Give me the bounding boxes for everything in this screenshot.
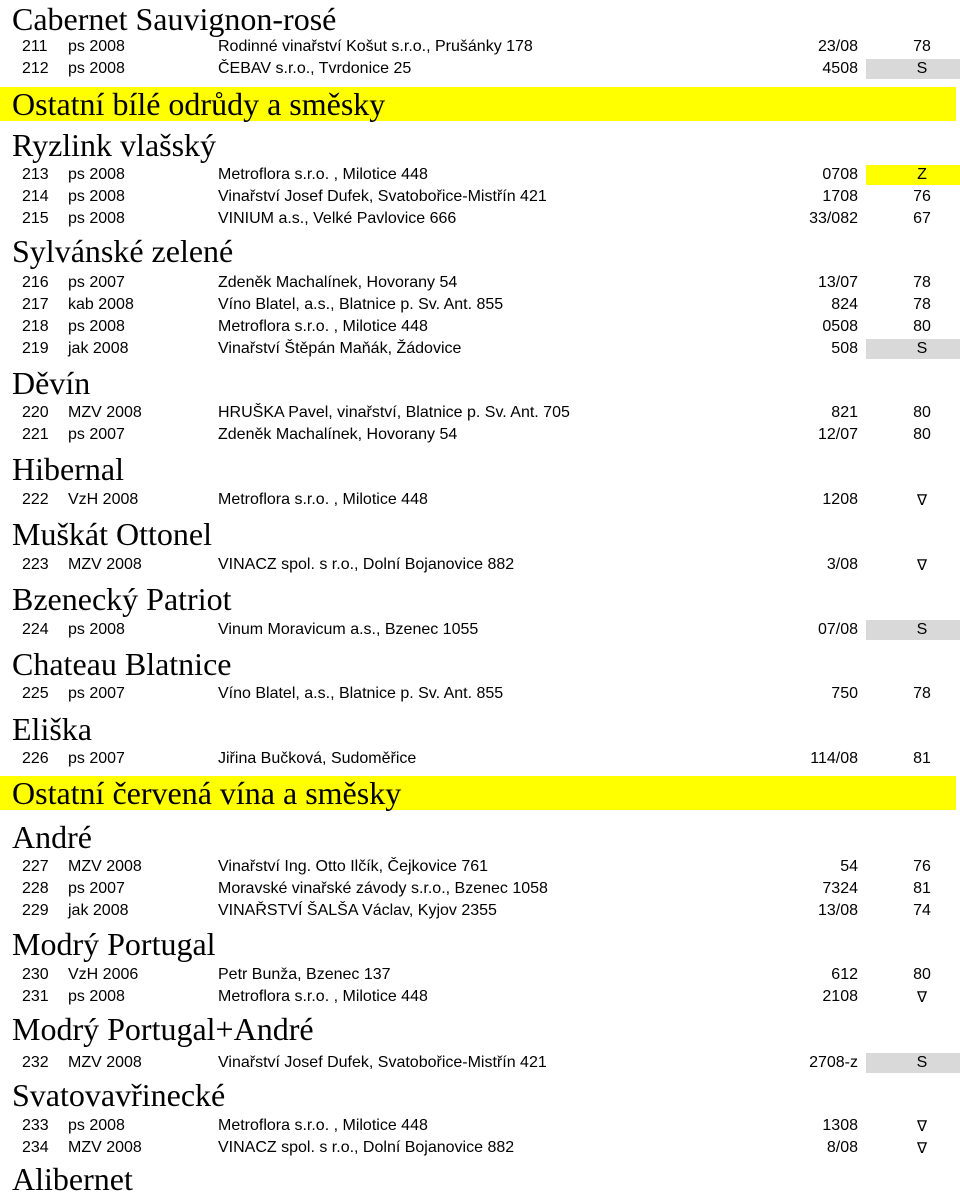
wine-entry-row bbox=[0, 749, 960, 769]
sample-code: 2108 bbox=[822, 988, 858, 1005]
variety-heading: Alibernet bbox=[12, 1161, 133, 1197]
producer-name: Moravské vinařské závody s.r.o., Bzenec 1058 bbox=[218, 880, 548, 897]
variety-heading: Muškát Ottonel bbox=[12, 516, 212, 552]
wine-class-vintage: jak 2008 bbox=[68, 902, 129, 919]
producer-name: Vinařství Ing. Otto Ilčík, Čejkovice 761 bbox=[218, 858, 489, 875]
wine-class-vintage: ps 2008 bbox=[68, 318, 125, 335]
wine-class-vintage: MZV 2008 bbox=[68, 1139, 142, 1156]
entry-number: 220 bbox=[22, 404, 49, 421]
entry-number: 228 bbox=[22, 880, 49, 897]
wine-entry-row bbox=[0, 425, 960, 445]
category-heading: Ostatní bílé odrůdy a směsky bbox=[0, 87, 956, 121]
sample-code: 13/07 bbox=[817, 274, 858, 291]
variety-heading: Děvín bbox=[12, 365, 91, 401]
producer-name: VINAŘSTVÍ ŠALŠA Václav, Kyjov 2355 bbox=[218, 902, 497, 919]
wine-entry-row bbox=[0, 987, 960, 1007]
wine-class-vintage: ps 2008 bbox=[68, 166, 125, 183]
producer-name: Petr Bunža, Bzenec 137 bbox=[218, 966, 391, 983]
score-value: S bbox=[866, 1053, 960, 1073]
variety-heading: Bzenecký Patriot bbox=[12, 581, 232, 617]
entry-number: 231 bbox=[22, 988, 49, 1005]
wine-entry-row bbox=[0, 165, 960, 185]
sample-code: 0708 bbox=[822, 166, 858, 183]
entry-number: 213 bbox=[22, 166, 49, 183]
score-value: 80 bbox=[913, 426, 931, 443]
entry-number: 217 bbox=[22, 296, 49, 313]
score-value: 78 bbox=[913, 685, 931, 702]
wine-class-vintage: ps 2008 bbox=[68, 988, 125, 1005]
wine-entry-row bbox=[0, 555, 960, 575]
entry-number: 229 bbox=[22, 902, 49, 919]
entry-number: 219 bbox=[22, 340, 49, 357]
wine-class-vintage: MZV 2008 bbox=[68, 404, 142, 421]
wine-entry-row bbox=[0, 403, 960, 423]
wine-class-vintage: ps 2008 bbox=[68, 621, 125, 638]
producer-name: HRUŠKA Pavel, vinařství, Blatnice p. Sv. Ant. 705 bbox=[218, 404, 570, 421]
sample-code: 1308 bbox=[822, 1117, 858, 1134]
producer-name: VINACZ spol. s r.o., Dolní Bojanovice 882 bbox=[218, 556, 515, 573]
wine-entry-row bbox=[0, 273, 960, 293]
sample-code: 12/07 bbox=[817, 426, 858, 443]
entry-number: 233 bbox=[22, 1117, 49, 1134]
wine-entry-row bbox=[0, 965, 960, 985]
wine-entry-row bbox=[0, 620, 960, 640]
entry-number: 224 bbox=[22, 621, 49, 638]
entry-number: 225 bbox=[22, 685, 49, 702]
score-value: S bbox=[866, 620, 960, 640]
wine-class-vintage: ps 2007 bbox=[68, 685, 125, 702]
variety-heading: Svatovavřinecké bbox=[12, 1077, 226, 1113]
sample-code: 612 bbox=[831, 966, 858, 983]
sample-code: 33/082 bbox=[809, 210, 858, 227]
wine-entry-row bbox=[0, 1053, 960, 1073]
wine-entry-row bbox=[0, 295, 960, 315]
score-value: 81 bbox=[913, 750, 931, 767]
score-value: 80 bbox=[913, 318, 931, 335]
score-value: 76 bbox=[913, 858, 931, 875]
sample-code: 0508 bbox=[822, 318, 858, 335]
entry-number: 227 bbox=[22, 858, 49, 875]
sample-code: 750 bbox=[831, 685, 858, 702]
score-value: 78 bbox=[913, 38, 931, 55]
sample-code: 07/08 bbox=[817, 621, 858, 638]
wine-class-vintage: MZV 2008 bbox=[68, 858, 142, 875]
producer-name: Víno Blatel, a.s., Blatnice p. Sv. Ant. 855 bbox=[218, 296, 504, 313]
wine-class-vintage: ps 2008 bbox=[68, 188, 125, 205]
sample-code: 54 bbox=[840, 858, 858, 875]
wine-entry-row bbox=[0, 37, 960, 57]
triangle-mark-icon: ∇ bbox=[916, 988, 928, 1006]
variety-heading: Cabernet Sauvignon-rosé bbox=[12, 1, 337, 37]
wine-class-vintage: MZV 2008 bbox=[68, 1054, 142, 1071]
wine-entry-row bbox=[0, 1116, 960, 1136]
producer-name: VINIUM a.s., Velké Pavlovice 666 bbox=[218, 210, 457, 227]
triangle-mark-icon: ∇ bbox=[916, 1117, 928, 1135]
sample-code: 821 bbox=[831, 404, 858, 421]
entry-number: 212 bbox=[22, 60, 49, 77]
wine-class-vintage: ps 2008 bbox=[68, 38, 125, 55]
entry-number: 218 bbox=[22, 318, 49, 335]
triangle-mark-icon: ∇ bbox=[916, 1139, 928, 1157]
wine-entry-row bbox=[0, 317, 960, 337]
sample-code: 114/08 bbox=[810, 750, 858, 767]
triangle-mark-icon: ∇ bbox=[916, 556, 928, 574]
producer-name: Vinařství Josef Dufek, Svatobořice-Mistřín 421 bbox=[218, 188, 547, 205]
sample-code: 7324 bbox=[822, 880, 858, 897]
variety-heading: Eliška bbox=[12, 711, 92, 747]
entry-number: 232 bbox=[22, 1054, 49, 1071]
wine-entry-row bbox=[0, 339, 960, 359]
wine-class-vintage: jak 2008 bbox=[68, 340, 129, 357]
variety-heading: Sylvánské zelené bbox=[12, 233, 234, 269]
sample-code: 13/08 bbox=[817, 902, 858, 919]
score-value: Z bbox=[866, 165, 960, 185]
score-value: 74 bbox=[913, 902, 931, 919]
wine-class-vintage: ps 2007 bbox=[68, 426, 125, 443]
entry-number: 226 bbox=[22, 750, 49, 767]
score-value: 80 bbox=[913, 966, 931, 983]
score-value: 67 bbox=[913, 210, 931, 227]
producer-name: Metroflora s.r.o. , Milotice 448 bbox=[218, 166, 428, 183]
wine-entry-row bbox=[0, 684, 960, 704]
entry-number: 222 bbox=[22, 491, 49, 508]
producer-name: Jiřina Bučková, Sudoměřice bbox=[218, 750, 417, 767]
score-value: S bbox=[866, 339, 960, 359]
wine-class-vintage: VzH 2008 bbox=[68, 491, 139, 508]
wine-class-vintage: ps 2008 bbox=[68, 1117, 125, 1134]
wine-entry-row bbox=[0, 490, 960, 510]
score-value: 78 bbox=[913, 274, 931, 291]
producer-name: Metroflora s.r.o. , Milotice 448 bbox=[218, 1117, 428, 1134]
producer-name: Metroflora s.r.o. , Milotice 448 bbox=[218, 491, 428, 508]
wine-entry-row bbox=[0, 209, 960, 229]
entry-number: 234 bbox=[22, 1139, 49, 1156]
producer-name: Metroflora s.r.o. , Milotice 448 bbox=[218, 318, 428, 335]
triangle-mark-icon: ∇ bbox=[916, 491, 928, 509]
producer-name: Vinařství Štěpán Maňák, Žádovice bbox=[218, 340, 462, 357]
entry-number: 230 bbox=[22, 966, 49, 983]
variety-heading: Ryzlink vlašský bbox=[12, 127, 217, 163]
producer-name: VINACZ spol. s r.o., Dolní Bojanovice 882 bbox=[218, 1139, 515, 1156]
entry-number: 223 bbox=[22, 556, 49, 573]
wine-class-vintage: VzH 2006 bbox=[68, 966, 139, 983]
sample-code: 23/08 bbox=[817, 38, 858, 55]
producer-name: ČEBAV s.r.o., Tvrdonice 25 bbox=[218, 60, 412, 77]
variety-heading: Chateau Blatnice bbox=[12, 646, 232, 682]
wine-class-vintage: kab 2008 bbox=[68, 296, 134, 313]
score-value: 81 bbox=[913, 880, 931, 897]
entry-number: 221 bbox=[22, 426, 49, 443]
variety-heading: André bbox=[12, 819, 92, 855]
entry-number: 214 bbox=[22, 188, 49, 205]
entry-number: 211 bbox=[22, 38, 48, 55]
variety-heading: Modrý Portugal bbox=[12, 926, 216, 962]
wine-entry-row bbox=[0, 857, 960, 877]
sample-code: 1708 bbox=[822, 188, 858, 205]
score-value: 78 bbox=[913, 296, 931, 313]
entry-number: 215 bbox=[22, 210, 49, 227]
score-value: 76 bbox=[913, 188, 931, 205]
sample-code: 8/08 bbox=[826, 1139, 858, 1156]
wine-class-vintage: ps 2007 bbox=[68, 880, 125, 897]
sample-code: 3/08 bbox=[826, 556, 858, 573]
sample-code: 2708-z bbox=[809, 1054, 858, 1071]
producer-name: Metroflora s.r.o. , Milotice 448 bbox=[218, 988, 428, 1005]
producer-name: Vinařství Josef Dufek, Svatobořice-Mistřín 421 bbox=[218, 1054, 547, 1071]
sample-code: 1208 bbox=[822, 491, 858, 508]
sample-code: 824 bbox=[831, 296, 858, 313]
wine-class-vintage: ps 2007 bbox=[68, 274, 125, 291]
wine-entry-row bbox=[0, 59, 960, 79]
variety-heading: Hibernal bbox=[12, 451, 124, 487]
producer-name: Zdeněk Machalínek, Hovorany 54 bbox=[218, 426, 458, 443]
entry-number: 216 bbox=[22, 274, 49, 291]
wine-class-vintage: MZV 2008 bbox=[68, 556, 142, 573]
wine-entry-row bbox=[0, 187, 960, 207]
producer-name: Zdeněk Machalínek, Hovorany 54 bbox=[218, 274, 458, 291]
producer-name: Rodinné vinařství Košut s.r.o., Prušánky 178 bbox=[218, 38, 533, 55]
category-heading: Ostatní červená vína a směsky bbox=[0, 776, 956, 810]
wine-class-vintage: ps 2008 bbox=[68, 60, 125, 77]
producer-name: Víno Blatel, a.s., Blatnice p. Sv. Ant. 855 bbox=[218, 685, 504, 702]
wine-entry-row bbox=[0, 901, 960, 921]
wine-entry-row bbox=[0, 879, 960, 899]
producer-name: Vinum Moravicum a.s., Bzenec 1055 bbox=[218, 621, 479, 638]
variety-heading: Modrý Portugal+André bbox=[12, 1011, 314, 1047]
wine-class-vintage: ps 2007 bbox=[68, 750, 125, 767]
sample-code: 508 bbox=[831, 340, 858, 357]
sample-code: 4508 bbox=[822, 60, 858, 77]
score-value: S bbox=[866, 59, 960, 79]
score-value: 80 bbox=[913, 404, 931, 421]
wine-entry-row bbox=[0, 1138, 960, 1158]
wine-class-vintage: ps 2008 bbox=[68, 210, 125, 227]
